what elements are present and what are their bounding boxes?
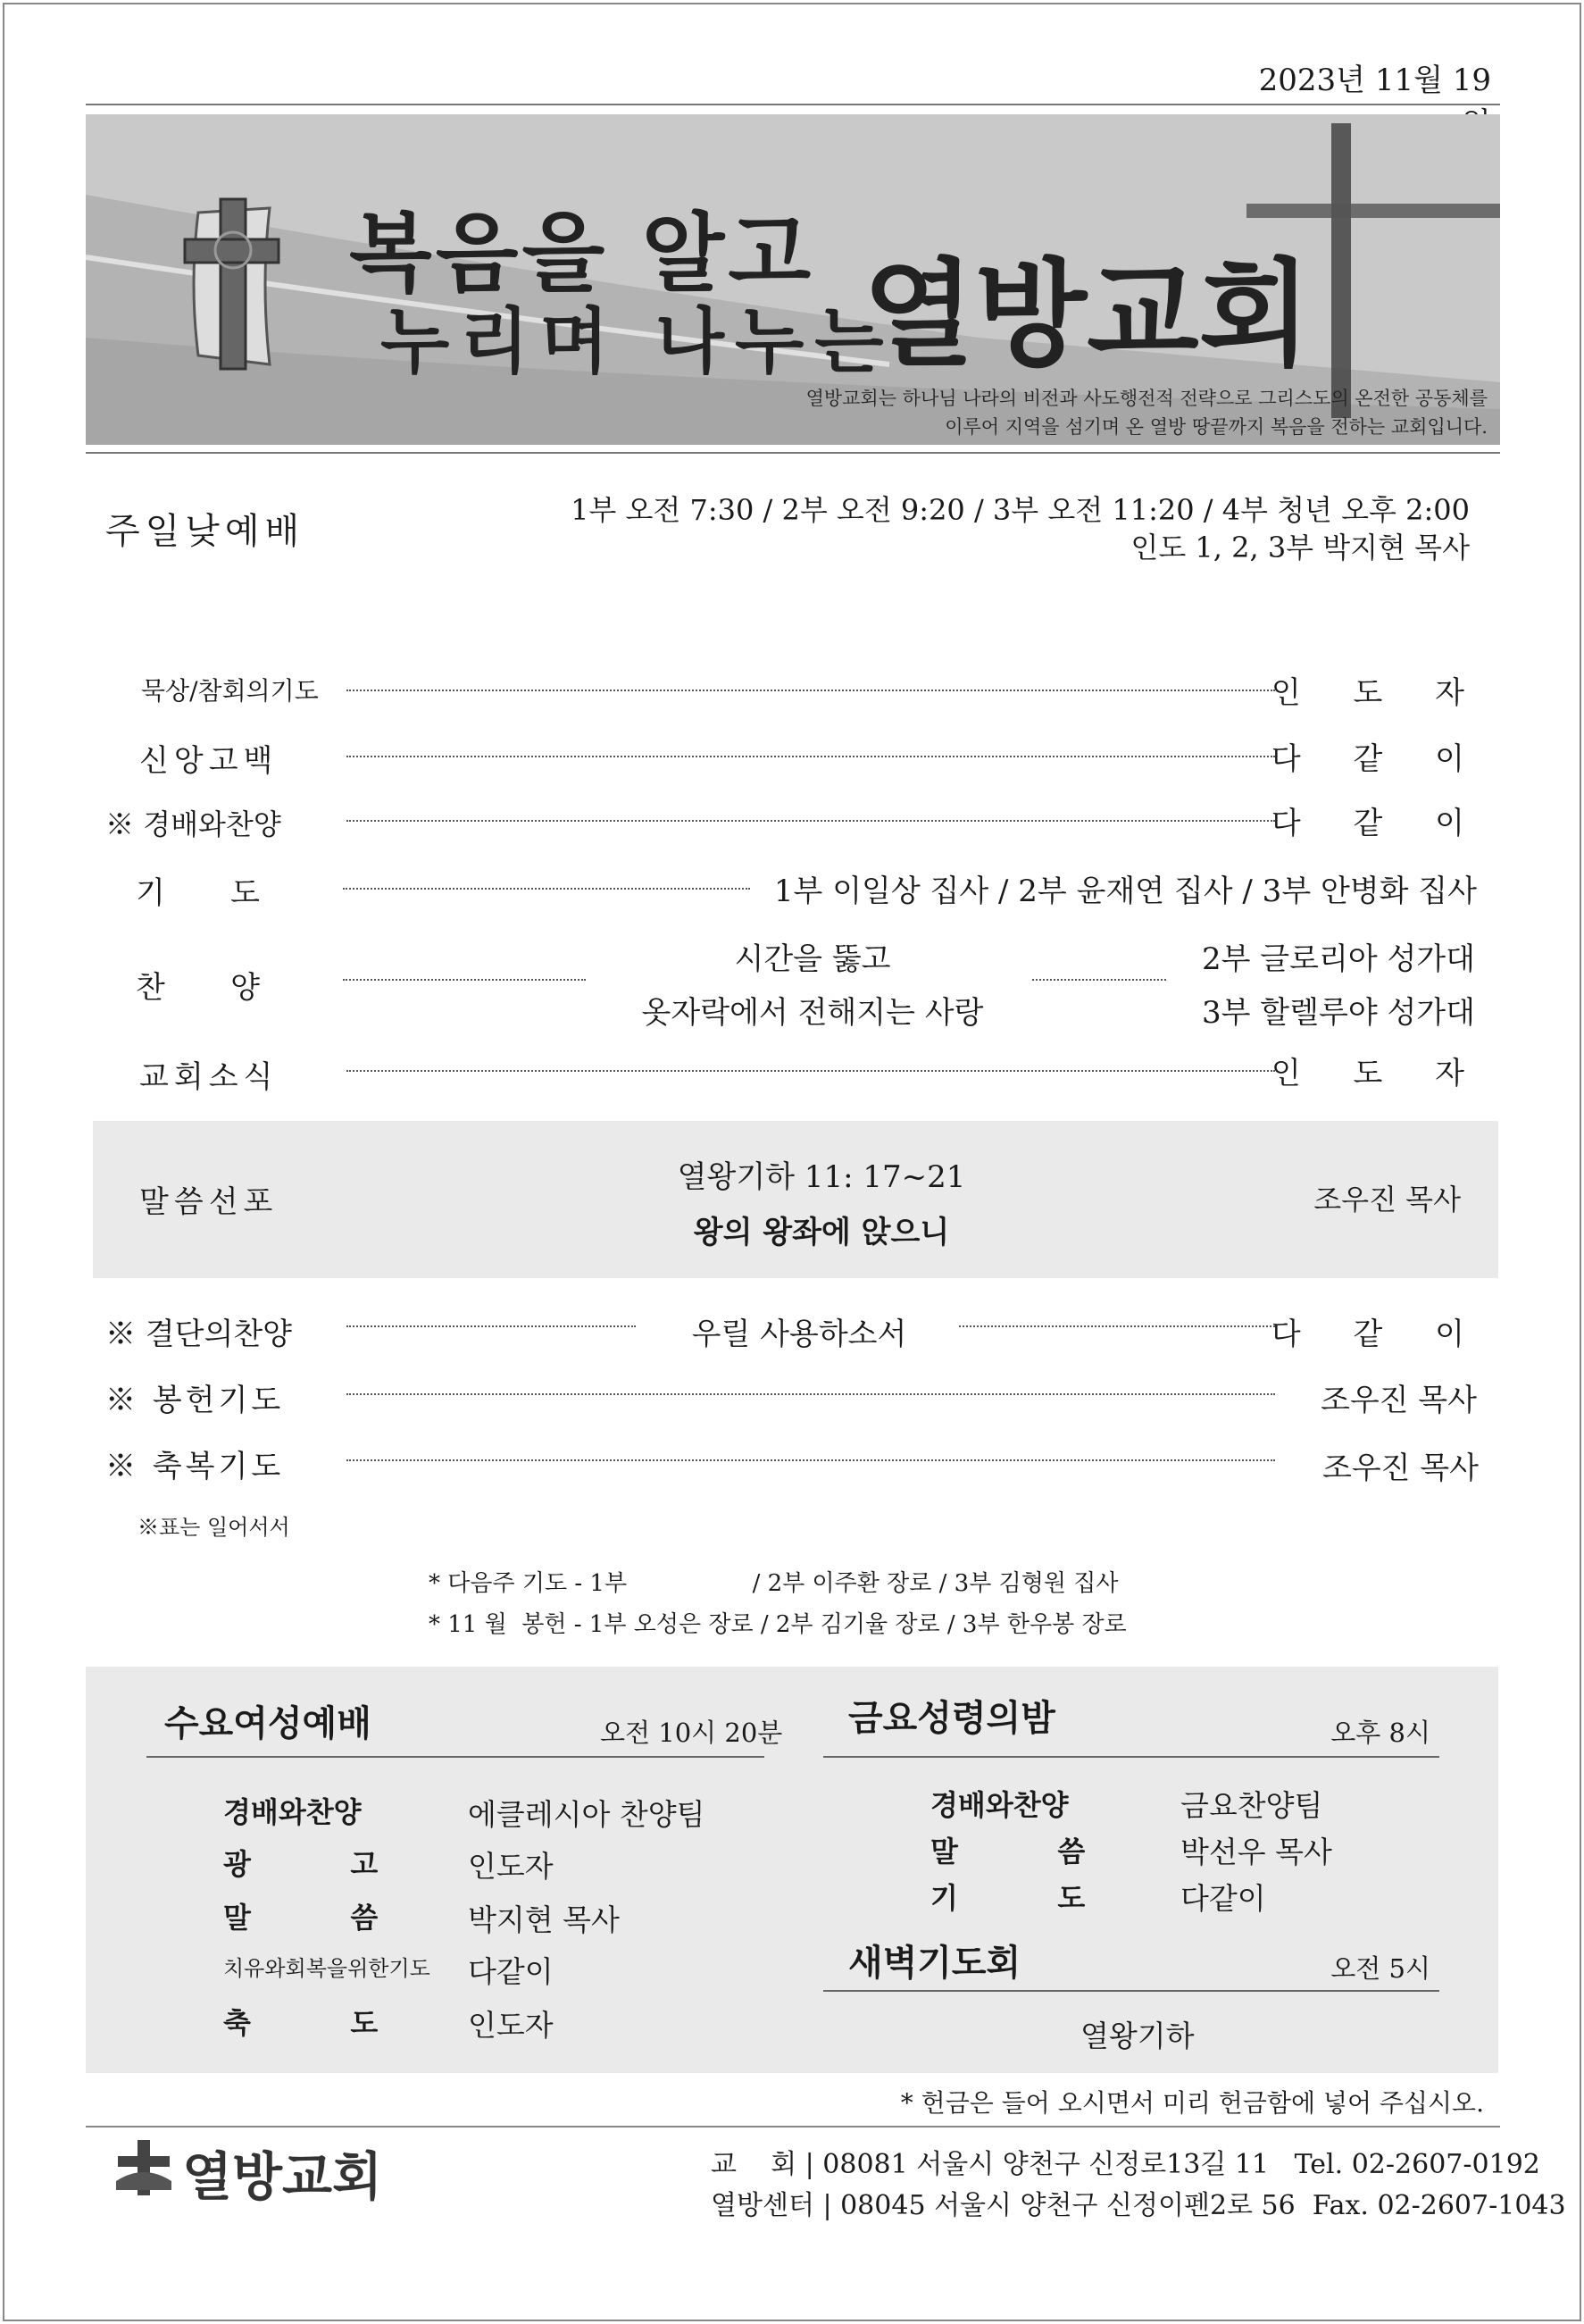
- creed-label: 신앙고백: [139, 743, 279, 779]
- slogan-line2: 누리며 나누는: [380, 300, 895, 383]
- worship-times-line: 1부 오전 7:30 / 2부 오전 9:20 / 3부 오전 11:20 / 4부 청년 오후 2:00: [571, 493, 1470, 527]
- news-value: 인 도 자: [1271, 1056, 1486, 1091]
- friday-time: 오후 8시: [1330, 1718, 1430, 1748]
- choir-song2: 옷자락에서 전해지는 사랑: [641, 995, 984, 1031]
- sermon-preacher: 조우진 목사: [1313, 1183, 1461, 1216]
- creed-value: 다 같 이: [1271, 741, 1486, 777]
- wed-row-value: 인도자: [468, 2008, 554, 2043]
- benediction-label: ※ 축복기도: [105, 1449, 285, 1484]
- bulletin-date: 2023년 11월 19: [1258, 63, 1491, 98]
- wed-row-label: 말 씀: [223, 1901, 379, 1935]
- wed-row-value: 에클레시아 찬양팀: [468, 1797, 705, 1832]
- choir-song1: 시간을 뚫고: [734, 941, 891, 977]
- center-address: 열방센터 | 08045 서울시 양천구 신정이펜2로 56 Fax. 02-2607-1043: [711, 2190, 1566, 2221]
- wednesday-time: 오전 10시 20분: [600, 1718, 783, 1748]
- sermon-scripture: 열왕기하 11: 17~21: [677, 1159, 966, 1195]
- fri-row-value: 박선우 목사: [1180, 1835, 1332, 1869]
- dotted-leader: [346, 1459, 1275, 1461]
- meditation-value: 인 도 자: [1271, 675, 1486, 711]
- wed-row-label: 경배와찬양: [223, 1795, 362, 1829]
- wed-row-value: 인도자: [468, 1849, 554, 1884]
- header-banner: [86, 114, 1500, 445]
- church-name-banner: 열방교회: [863, 247, 1312, 382]
- vision-line2: 이루어 지역을 섬기며 온 열방 땅끝까지 복음을 전하는 교회입니다.: [945, 416, 1488, 438]
- prayer-value: 1부 이일상 집사 / 2부 윤재연 집사 / 3부 안병화 집사: [773, 874, 1477, 909]
- decision-label: ※ 결단의찬양: [105, 1317, 293, 1352]
- dotted-leader: [346, 756, 1275, 757]
- dotted-leader: [346, 1325, 636, 1327]
- worship-title: 주일낮예배: [105, 511, 305, 552]
- dawn-rule: [823, 1990, 1439, 1992]
- offering-value: 조우진 목사: [1320, 1383, 1477, 1418]
- praise-value: 다 같 이: [1271, 806, 1486, 841]
- worship-leader-line: 인도 1, 2, 3부 박지현 목사: [1130, 531, 1470, 564]
- footer-rule: [86, 2126, 1500, 2128]
- fri-row-value: 다같이: [1180, 1881, 1266, 1916]
- wed-row-label: 광 고: [223, 1847, 379, 1881]
- praise-label: ※ 경배와찬양: [105, 807, 281, 841]
- wed-row-value: 다같이: [468, 1954, 554, 1989]
- banner-rule: [86, 452, 1500, 454]
- slogan-line1: 복음을 알고: [349, 204, 815, 304]
- prayer-label: 기 도: [136, 875, 265, 911]
- church-vision-text: [806, 384, 1488, 441]
- church-logo-icon: [113, 2136, 175, 2199]
- offering-note: * 헌금은 들어 오시면서 미리 헌금함에 넣어 주십시오.: [900, 2088, 1484, 2118]
- offering-label: ※ 봉헌기도: [105, 1383, 285, 1418]
- friday-title: 금요성령의밤: [848, 1698, 1055, 1739]
- benediction-value: 조우진 목사: [1321, 1450, 1479, 1486]
- decision-value: 다 같 이: [1271, 1317, 1486, 1352]
- wed-row-value: 박지현 목사: [468, 1902, 620, 1937]
- dawn-time: 오전 5시: [1330, 1953, 1430, 1984]
- fri-row-label: 경배와찬양: [930, 1788, 1069, 1822]
- dawn-text: 열왕기하: [1080, 2019, 1195, 2053]
- sermon-label: 말씀선포: [139, 1184, 279, 1220]
- sermon-section: [93, 1121, 1498, 1278]
- worship-times: [571, 491, 1470, 566]
- monthly-offering: * 11 월 봉헌 - 1부 오성은 장로 / 2부 김기율 장로 / 3부 한우봉 장로: [429, 1611, 1127, 1638]
- dotted-leader: [346, 690, 1275, 691]
- sermon-title: 왕의 왕좌에 앉으니: [693, 1215, 950, 1250]
- wednesday-rule: [146, 1756, 764, 1758]
- dotted-leader: [346, 820, 1275, 822]
- choir-team2: 3부 할렐루야 성가대: [1202, 995, 1475, 1031]
- decision-song: 우릴 사용하소서: [691, 1317, 907, 1352]
- news-label: 교회소식: [139, 1059, 279, 1095]
- dotted-leader: [959, 1325, 1275, 1327]
- header-rule: [86, 104, 1500, 105]
- wed-row-label: 축 도: [223, 2006, 379, 2040]
- fri-row-label: 기 도: [930, 1881, 1086, 1915]
- church-address: 교 회 | 08081 서울시 양천구 신정로13길 11 Tel. 02-2607-0192: [711, 2149, 1540, 2180]
- wed-row-label: 치유와회복을위한기도: [223, 1956, 430, 1981]
- dawn-title: 새벽기도회: [848, 1943, 1021, 1984]
- choir-label: 찬 양: [136, 970, 265, 1006]
- fri-row-value: 금요찬양팀: [1180, 1788, 1323, 1823]
- dotted-leader: [346, 1070, 1275, 1072]
- cross-scroll-icon: [171, 195, 288, 373]
- dotted-leader: [1032, 979, 1166, 981]
- dotted-leader: [343, 888, 750, 890]
- standing-note: ※표는 일어서서: [138, 1515, 290, 1540]
- friday-rule: [823, 1756, 1439, 1758]
- church-logo-text: 열방교회: [182, 2146, 383, 2207]
- wednesday-title: 수요여성예배: [164, 1703, 371, 1744]
- dotted-leader: [343, 979, 586, 981]
- dotted-leader: [346, 1393, 1275, 1395]
- meditation-label: 묵상/참회의기도: [141, 676, 319, 706]
- fri-row-label: 말 씀: [930, 1835, 1086, 1868]
- vision-line1: 열방교회는 하나님 나라의 비전과 사도행전적 전략으로 그리스도의 온전한 공동체를: [805, 388, 1488, 409]
- next-week-prayer: * 다음주 기도 - 1부 / 2부 이주환 장로 / 3부 김형원 집사: [429, 1570, 1119, 1597]
- choir-team1: 2부 글로리아 성가대: [1202, 941, 1475, 977]
